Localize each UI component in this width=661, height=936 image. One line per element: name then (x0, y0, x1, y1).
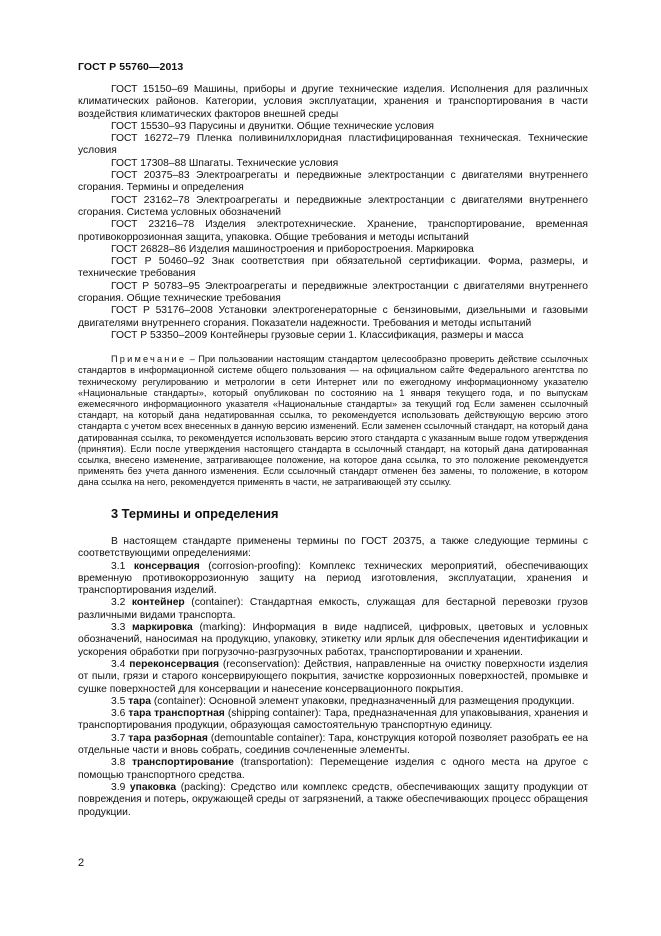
note-paragraph (78, 354, 588, 488)
section-intro: В настоящем стандарте применены термины по ГОСТ 20375, а также следующие термины с соответствующими определениями: (78, 535, 588, 560)
term-number: 3.6 (111, 708, 126, 720)
term-number: 3.1 (111, 560, 126, 572)
term-name: консервация (133, 560, 200, 572)
reference-item: ГОСТ 17308–88 Шпагаты. Технические условия (111, 157, 339, 169)
term-entry (78, 597, 588, 622)
reference-item: ГОСТ Р 50783–95 Электроагрегаты и передвижные электростанции с двигателями внутреннего сгорания. Общие технические требования (78, 280, 588, 305)
term-definition: (shipping container): Тара, предназначенная для упаковывания, хранения и транспортирования продукции, образующая самостоятельную транспортную единицу. (78, 708, 588, 732)
document-body (78, 84, 588, 819)
term-definition: (packing): Средство или комплекс средств, обеспечивающих защиту продукции от повреждения и потерь, окружающей среды от загрязнений, а также обеспечивающих процесс обращения продукции. (78, 781, 588, 818)
term-definition: (container): Стандартная емкость, служащая для бестарной перевозки грузов различными видами транспорта. (78, 597, 588, 621)
reference-item: ГОСТ 23216–78 Изделия электротехнические. Хранение, транспортирование, временная противокоррозионная защита, упаковка. Общие требования и методы испытаний (78, 219, 588, 243)
term-entry (78, 782, 588, 819)
note-label: Примечание (111, 354, 187, 365)
term-number: 3.9 (111, 781, 126, 793)
term-name: транспортирование (132, 757, 234, 769)
term-entry (78, 696, 588, 708)
terms-list (78, 536, 588, 819)
term-definition: (container): Основной элемент упаковки, предназначенный для размещения продукции. (153, 695, 575, 707)
term-entry (78, 733, 588, 758)
term-number: 3.8 (111, 757, 126, 769)
reference-item: ГОСТ 15150–69 Машины, приборы и другие технические изделия. Исполнения для различных климатических районов. Категории, условия эксплуатации, хранения и транспортирования в части воздействия климатических факторов внешней среды (78, 84, 588, 120)
term-entry (78, 708, 588, 733)
term-entry (78, 561, 588, 598)
term-name: тара (128, 695, 151, 707)
term-number: 3.4 (111, 658, 126, 670)
reference-item: ГОСТ 26828–86 Изделия машиностроения и приборостроения. Маркировка (111, 243, 474, 255)
term-name: контейнер (131, 597, 185, 609)
note-text: – При пользовании настоящим стандартом целесообразно проверить действие ссылочных стандартов в информационной системе общего пользования — на официальном сайте Федерального агентства по техническому регулированию и метрологии в сети Интернет или по ежегодному информационному указателю «Национальные стандарты», который опубликован по состоянию на 1 января текущего года, и по выпускам ежемесячного информационного указателя «Национальные стандарты» за текущий год Если заменен ссылочный стандарт, на который дана недатированная ссылка, то рекомендуется использовать действующую версию этого стандарта с учетом всех внесенных в данную версию изменений. Если заменен ссылочный стандарт, на который дана датированная ссылка, то рекомендуется использовать версию этого стандарта с указанным выше годом утверждения (принятия). Если после утверждения настоящего стандарта в ссылочный стандарт, на который дана датированная ссылка, внесено изменение, затрагивающее положение, на которое дана ссылка, то это положение рекомендуется применять без учета данного изменения. Если ссылочный стандарт отменен без замены, то положение, в котором дана ссылка на него, рекомендуется применять в части, не затрагивающей эту ссылку. (78, 354, 588, 488)
term-name: маркировка (132, 622, 193, 634)
term-name: тара разборная (128, 732, 208, 744)
reference-item: ГОСТ Р 53176–2008 Установки электрогенераторные с бензиновыми, дизельными и газовыми двигателями внутреннего сгорания. Показатели надежности. Требования и методы испытаний (78, 305, 588, 329)
term-entry (78, 659, 588, 696)
reference-item: ГОСТ Р 50460–92 Знак соответствия при обязательной сертификации. Форма, размеры, и технические требования (78, 256, 588, 280)
term-definition: (demountable container): Тара, конструкция которой позволяет разобрать ее на отдельные части и вновь собрать, соединив сочлененные элементы. (78, 732, 588, 757)
term-definition: (marking): Информация в виде надписей, цифровых, цветовых и условных обозначений, наносимая на продукцию, упаковку, этикетку или ярлык для обеспечения идентификации и ускорения обработки при погрузочно-разгрузочных работах, транспортировании и хранении. (78, 622, 588, 658)
term-number: 3.3 (111, 622, 126, 634)
term-number: 3.7 (111, 732, 126, 744)
reference-item: ГОСТ 20375–83 Электроагрегаты и передвижные электростанции с двигателями внутреннего сгорания. Термины и определения (78, 170, 588, 194)
term-definition: (reconservation): Действия, направленные на очистку поверхности изделия от пыли, грязи и старого консервирующего покрытия, зачистке коррозионных поверхностей, промывке и сушке поверхностей для консервации и нанесение консервационного покрытия. (78, 658, 588, 695)
reference-item: ГОСТ Р 53350–2009 Контейнеры грузовые серии 1. Классификация, размеры и масса (111, 329, 524, 341)
term-name: переконсервация (129, 658, 220, 670)
term-entry (78, 622, 588, 659)
term-entry (78, 757, 588, 782)
page-number: 2 (78, 857, 85, 869)
document-header: ГОСТ Р 55760—2013 (78, 61, 184, 73)
reference-item: ГОСТ 15530–93 Парусины и двунитки. Общие технические условия (111, 120, 435, 132)
reference-item: ГОСТ 23162–78 Электроагрегаты и передвижные электростанции с двигателями внутреннего сгорания. Система условных обозначений (78, 194, 588, 218)
section-title: 3 Термины и определения (111, 505, 279, 521)
term-number: 3.2 (111, 597, 126, 609)
term-number: 3.5 (111, 695, 126, 707)
term-definition: (corrosion-proofing): Комплекс технических мероприятий, обеспечивающих временную противокоррозионную защиту на период изготовления, эксплуатации, хранения и транспортирования изделий. (78, 560, 588, 597)
term-name: упаковка (129, 781, 177, 793)
term-name: тара транспортная (128, 708, 225, 720)
reference-item: ГОСТ 16272–79 Пленка поливинилхлоридная пластифицированная техническая. Технические условия (78, 133, 588, 157)
term-definition: (transportation): Перемещение изделия с одного места на другое с помощью транспортного средства. (78, 757, 588, 781)
